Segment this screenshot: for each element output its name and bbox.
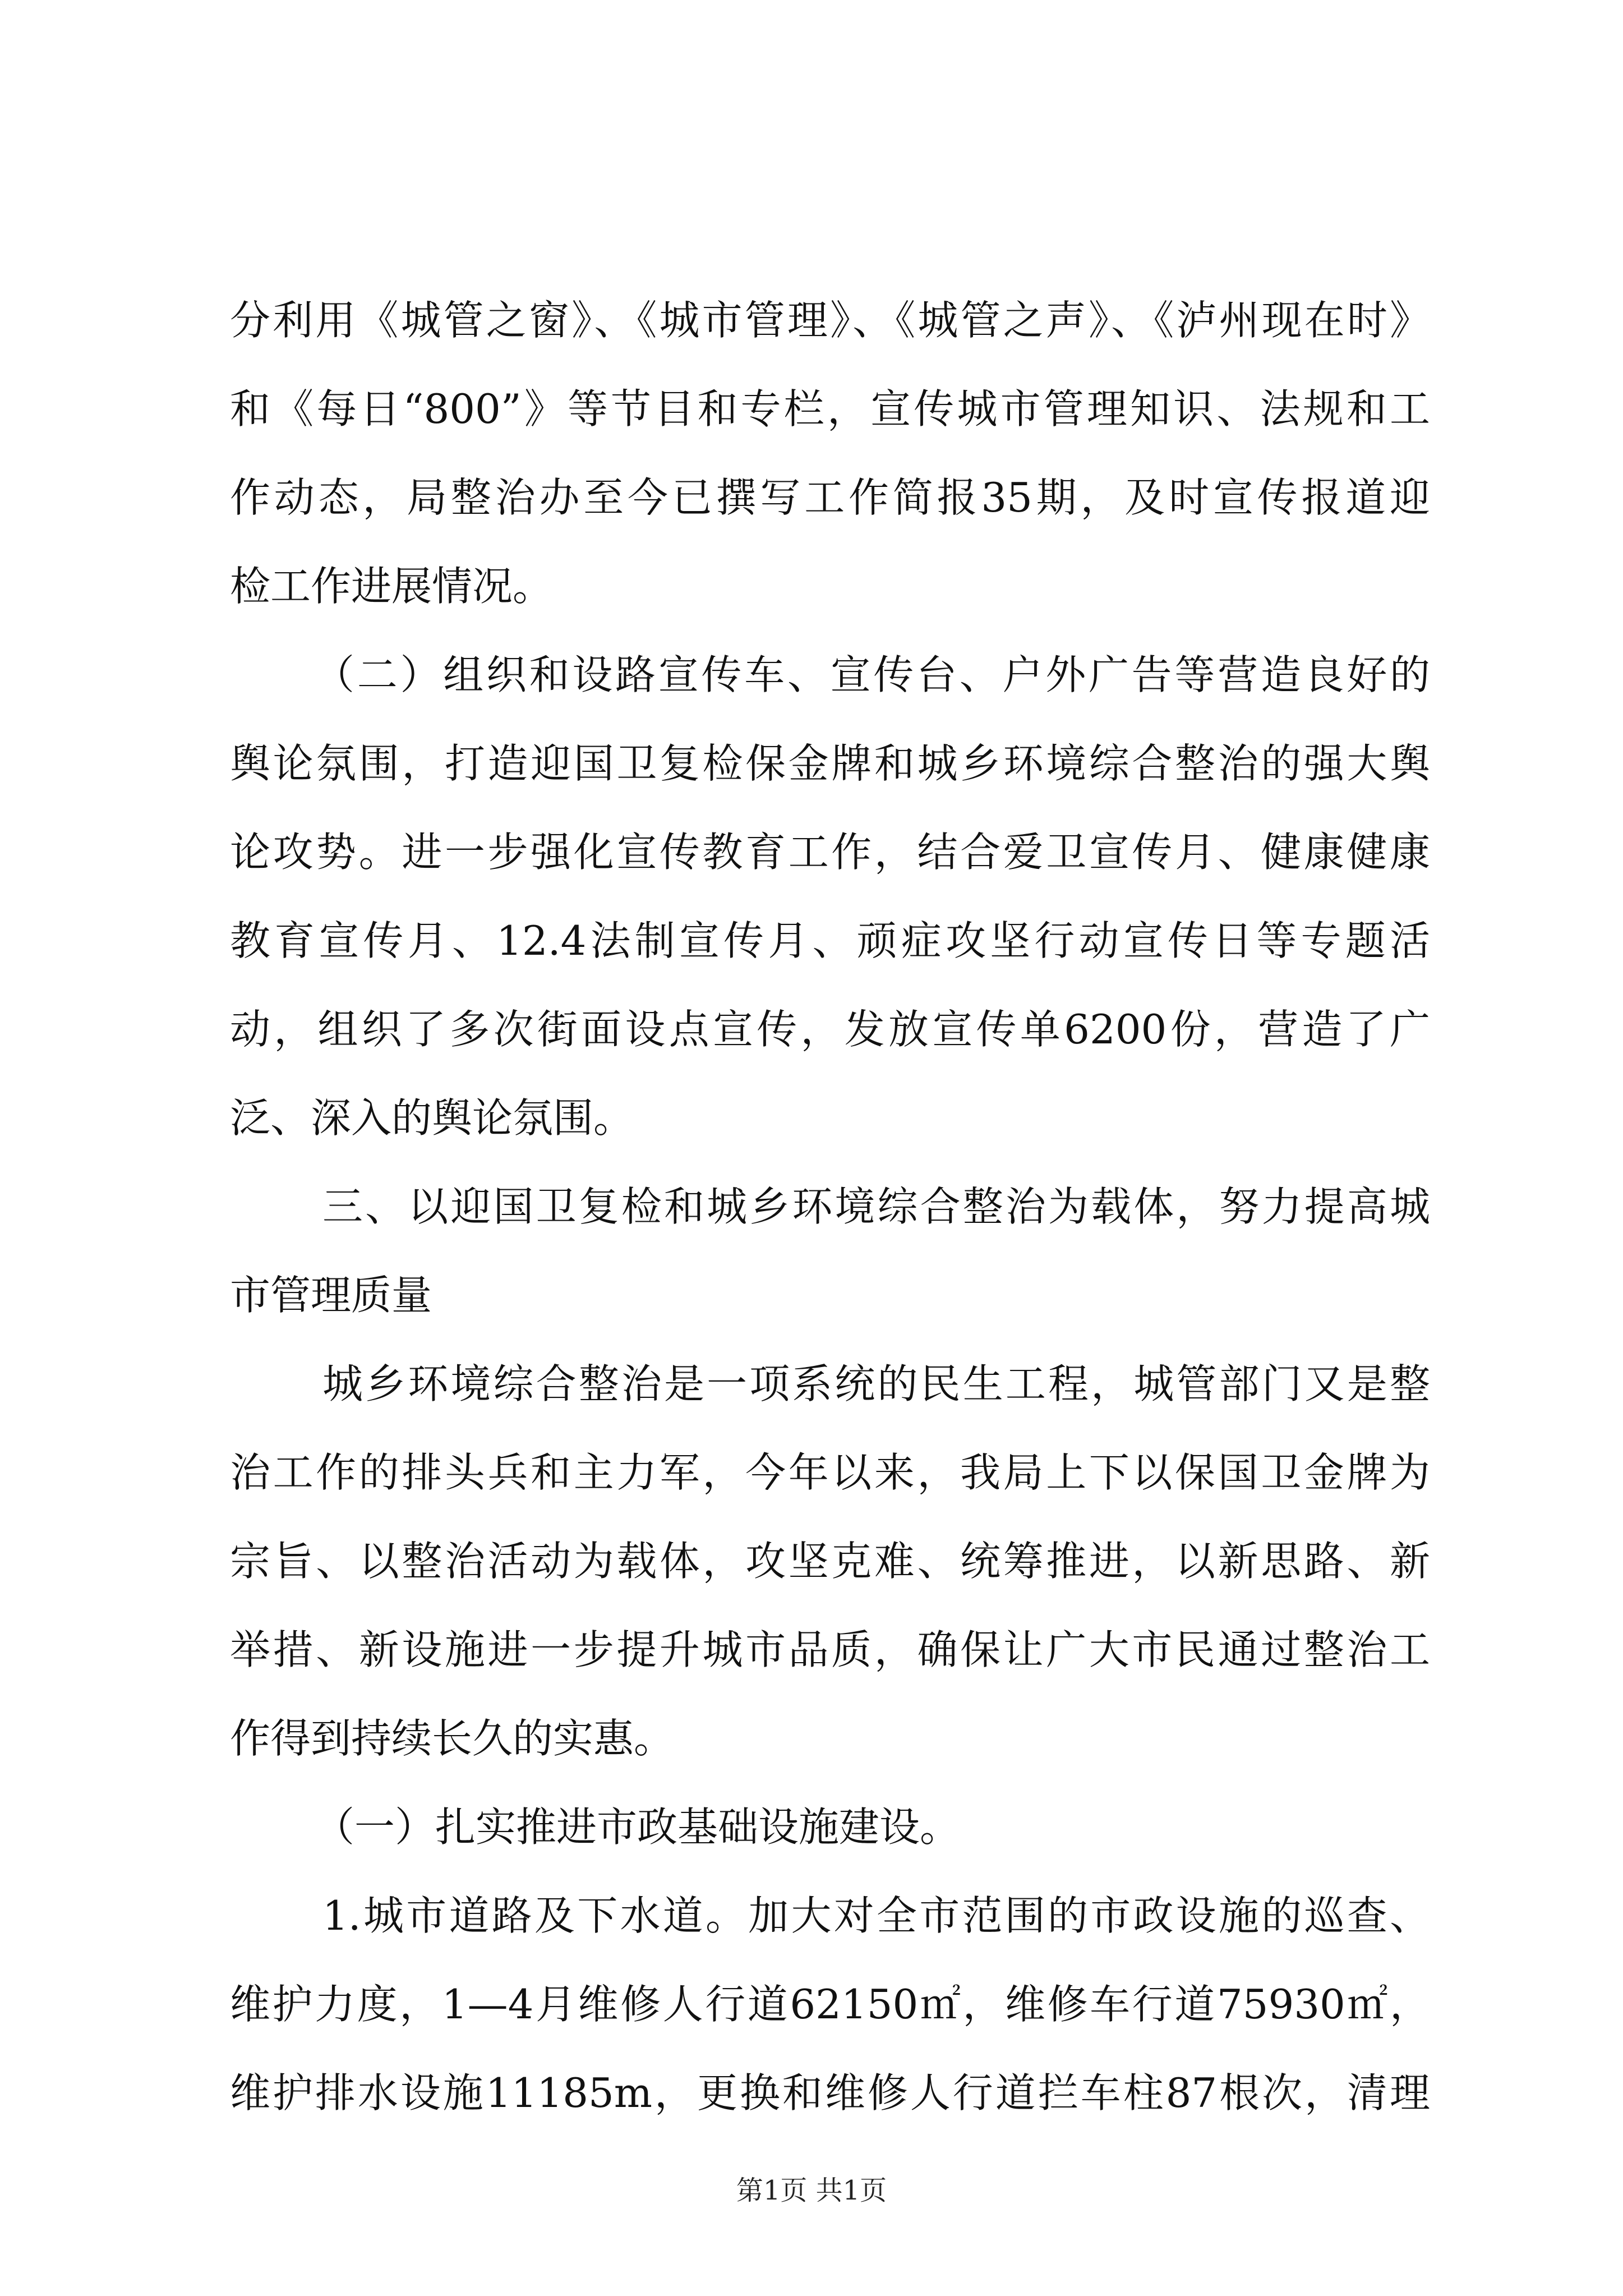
text-line-13: 城乡环境综合整治是一项系统的民生工程，城管部门又是整 — [322, 1360, 1430, 1407]
text-line-8: 教育宣传月、12.4法制宣传月、顽症攻坚行动宣传日等专题活 — [230, 917, 1430, 964]
text-line-21: 维护排水设施11185m，更换和维修人行道拦车柱87根次，清理 — [230, 2069, 1430, 2116]
text-line-11: 三、以迎国卫复检和城乡环境综合整治为载体，努力提高城 — [322, 1183, 1430, 1230]
text-line-7: 论攻势。进一步强化宣传教育工作，结合爱卫宣传月、健康健康 — [230, 829, 1430, 876]
text-line-2: 和《每日“800”》等节目和专栏，宣传城市管理知识、法规和工 — [230, 385, 1430, 432]
text-line-4: 检工作进展情况。 — [230, 563, 554, 610]
text-line-14: 治工作的排头兵和主力军，今年以来，我局上下以保国卫金牌为 — [230, 1449, 1430, 1496]
text-line-18: （一）扎实推进市政基础设施建设。 — [314, 1803, 961, 1851]
text-line-6: 舆论氛围，打造迎国卫复检保金牌和城乡环境综合整治的强大舆 — [230, 740, 1430, 787]
text-line-16: 举措、新设施进一步提升城市品质，确保让广大市民通过整治工 — [230, 1626, 1430, 1673]
text-line-19: 1.城市道路及下水道。加大对全市范围的市政设施的巡查、 — [322, 1892, 1430, 1939]
text-line-15: 宗旨、以整治活动为载体，攻坚克难、统筹推进，以新思路、新 — [230, 1538, 1430, 1585]
text-line-9: 动，组织了多次街面设点宣传，发放宣传单6200份，营造了广 — [230, 1006, 1430, 1053]
text-line-5: （二）组织和设路宣传车、宣传台、户外广告等营造良好的 — [314, 651, 1430, 698]
text-line-20: 维护力度，1—4月维修人行道62150㎡，维修车行道75930㎡， — [230, 1981, 1430, 2028]
text-line-10: 泛、深入的舆论氛围。 — [230, 1094, 634, 1142]
text-line-3: 作动态，局整治办至今已撰写工作简报35期，及时宣传报道迎 — [230, 474, 1430, 521]
text-line-1: 分利用《城管之窗》、《城市管理》、《城管之声》、《泸州现在时》 — [230, 297, 1430, 344]
text-line-12: 市管理质量 — [230, 1272, 432, 1319]
text-line-17: 作得到持续长久的实惠。 — [230, 1715, 675, 1762]
page-footer: 第1页 共1页 — [736, 2175, 887, 2206]
